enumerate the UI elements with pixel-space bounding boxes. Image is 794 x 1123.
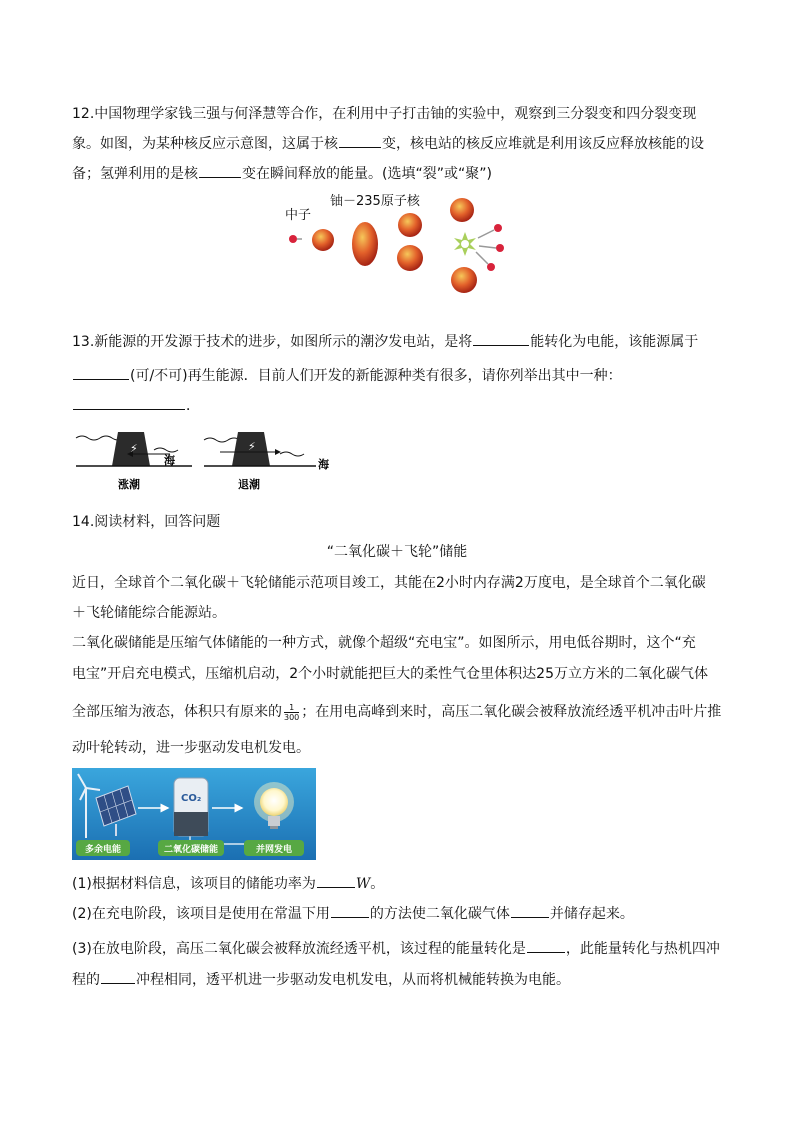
rising-tide-label: 涨潮 bbox=[118, 478, 140, 491]
excited-nucleus bbox=[352, 222, 378, 266]
q14-intro: 14.阅读材料，回答问题 bbox=[72, 514, 221, 530]
surplus-power-label: 多余电能 bbox=[84, 845, 122, 855]
uranium-label: 铀－235原子核 bbox=[330, 194, 420, 209]
released-neutron-1 bbox=[494, 224, 502, 232]
energy-burst-icon bbox=[454, 232, 476, 256]
q14-para1-line1: 近日，全球首个二氧化碳＋飞轮储能示范项目竣工，其能在2小时内存满2万度电，是全球首个二氧化碳 bbox=[72, 575, 706, 591]
q13-blank-1[interactable] bbox=[473, 331, 529, 346]
q12-blank-1[interactable] bbox=[339, 133, 381, 148]
rising-tide-diagram bbox=[76, 432, 192, 491]
neutron-particle bbox=[289, 235, 297, 243]
q14-para2-line3: 全部压缩为液态，体积只有原来的 $\frac{1}{300}$ ；在用电高峰到来时，高压二氧化碳会被释放流经透平机冲击叶片推 bbox=[72, 702, 722, 722]
q14-blank-1[interactable] bbox=[317, 873, 355, 888]
q13-line2: (可/不可)再生能源．目前人们开发的新能源种类有很多，请你列举出其中一种： bbox=[72, 362, 722, 390]
q14-blank-3[interactable] bbox=[511, 903, 549, 918]
q14-para2-line1: 二氧化碳储能是压缩气体储能的一种方式，就像个超级“充电宝”。如图所示，用电低谷期时，这个“充 bbox=[72, 635, 696, 651]
q13-blank-2[interactable] bbox=[73, 365, 129, 380]
co2-tank-icon bbox=[174, 778, 208, 836]
fraction: $\frac{1}{300}$ bbox=[284, 702, 300, 722]
falling-tide-diagram bbox=[204, 432, 330, 491]
q14-para2-line2: 电宝”开启充电模式，压缩机启动，2个小时就能把巨大的柔性气仓里体积达25万立方米的二氧化碳气体 bbox=[72, 666, 708, 682]
q14-sub3-line2: 程的 冲程相同，透平机进一步驱动发电机发电，从而将机械能转换为电能。 bbox=[72, 966, 722, 994]
splitting-nucleus bbox=[397, 245, 423, 271]
svg-text:⚡: ⚡ bbox=[248, 440, 256, 453]
q12-line3: 备；氢弹利用的是核 变在瞬间释放的能量。(选填“裂”或“聚”) bbox=[72, 160, 722, 188]
q14-para2-line4: 动叶轮转动，进一步驱动发电机发电。 bbox=[72, 740, 310, 756]
falling-tide-label: 退潮 bbox=[238, 478, 260, 491]
fission-product-2 bbox=[451, 267, 477, 293]
q12-line1: 12.中国物理学家钱三强与何泽慧等合作，在利用中子打击铀的实验中，观察到三分裂变和四分裂变现 bbox=[72, 106, 697, 122]
q14-para1-line2: ＋飞轮储能综合能源站。 bbox=[72, 605, 226, 621]
q13-line1: 13.新能源的开发源于技术的进步，如图所示的潮汐发电站，是将 能转化为电能，该能源属于 bbox=[72, 328, 722, 356]
nuclear-fission-figure bbox=[270, 192, 515, 302]
svg-text:⚡: ⚡ bbox=[130, 442, 138, 455]
q14-blank-4[interactable] bbox=[527, 938, 565, 953]
q14-title: “二氧化碳＋飞轮”储能 bbox=[326, 544, 468, 560]
released-neutron-3 bbox=[487, 263, 495, 271]
q14-blank-2[interactable] bbox=[331, 903, 369, 918]
grid-power-label: 并网发电 bbox=[255, 845, 293, 855]
co2-storage-figure bbox=[72, 768, 316, 860]
co2-storage-label: 二氧化碳储能 bbox=[163, 845, 219, 855]
fission-product-1 bbox=[450, 198, 474, 222]
q14-sub2: (2)在充电阶段，该项目是使用在常温下用 的方法使二氧化碳气体 并储存起来。 bbox=[72, 900, 722, 928]
q14-sub1: (1)根据材料信息，该项目的储能功率为 W。 bbox=[72, 870, 722, 898]
q13-line3: ． bbox=[72, 392, 722, 420]
sea-label-2: 海 bbox=[318, 458, 329, 471]
q12-line2: 象。如图，为某种核反应示意图，这属于核 变，核电站的核反应堆就是利用该反应释放核能的设 bbox=[72, 130, 722, 158]
q14-blank-5[interactable] bbox=[101, 969, 135, 984]
released-neutron-2 bbox=[496, 244, 504, 252]
neutron-label: 中子 bbox=[285, 208, 312, 223]
sea-label-1: 海 bbox=[164, 454, 175, 467]
q14-sub3-line1: (3)在放电阶段，高压二氧化碳会被释放流经透平机，该过程的能量转化是 ，此能量转化与热机四冲 bbox=[72, 935, 722, 963]
q13-blank-3[interactable] bbox=[73, 395, 185, 410]
uranium-nucleus bbox=[312, 229, 334, 251]
co2-tank-label: CO₂ bbox=[181, 793, 202, 804]
tidal-power-figure bbox=[70, 428, 340, 492]
q12-blank-2[interactable] bbox=[199, 163, 241, 178]
